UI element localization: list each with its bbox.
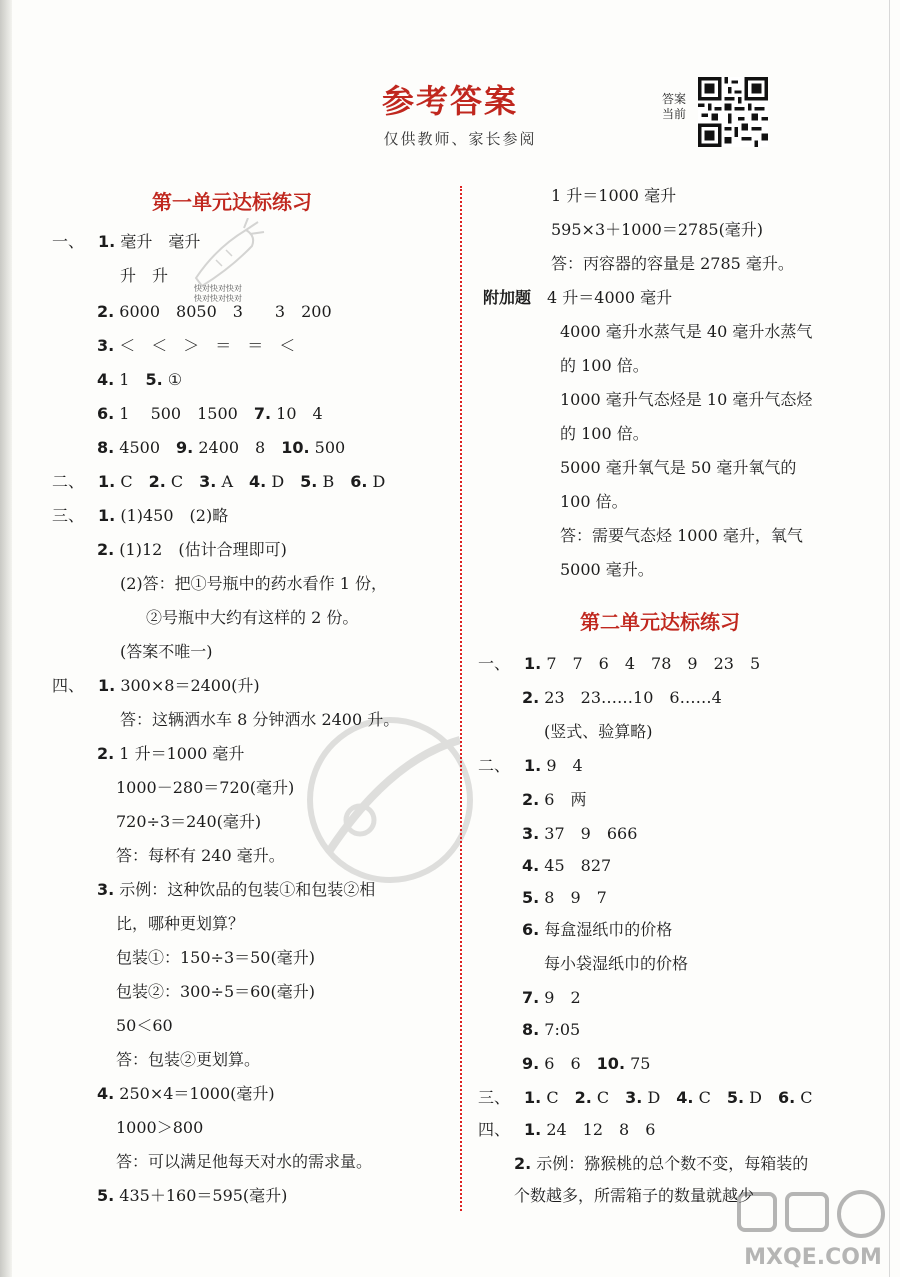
page-edge bbox=[889, 0, 890, 1277]
answer-line: (答案不唯一) bbox=[120, 642, 213, 661]
answer-line: 4. 45 827 bbox=[522, 856, 612, 875]
answer-line: (2)答：把①号瓶中的药水看作 1 份， bbox=[120, 574, 388, 593]
answer-line: 升 升 bbox=[120, 266, 169, 285]
answer-line: 8. 7:05 bbox=[522, 1020, 581, 1039]
answer-line: 二、 1. 9 4 bbox=[478, 756, 583, 775]
answer-line: 包装①：150÷3＝50(毫升) bbox=[116, 948, 315, 967]
answer-line: 四、 1. 300×8＝2400(升) bbox=[52, 676, 260, 695]
answer-line: 2. 23 23……10 6……4 bbox=[522, 688, 722, 707]
answer-line: 4. 1 5. ① bbox=[97, 370, 183, 389]
answer-line: 答：每杯有 240 毫升。 bbox=[116, 846, 285, 865]
answer-line: 一、 1. 毫升 毫升 bbox=[52, 232, 201, 251]
answer-line: 5000 毫升。 bbox=[560, 560, 654, 579]
answer-line: 5. 435＋160＝595(毫升) bbox=[97, 1186, 288, 1205]
answer-line: 1000＞800 bbox=[116, 1118, 204, 1137]
answer-line: ②号瓶中大约有这样的 2 份。 bbox=[146, 608, 359, 627]
answer-line: 每小袋湿纸巾的价格 bbox=[544, 954, 689, 973]
answer-line: 三、 1. C 2. C 3. D 4. C 5. D 6. C bbox=[478, 1088, 813, 1107]
answer-line: 1000－280＝720(毫升) bbox=[116, 778, 295, 797]
answer-line: 2. (1)12 (估计合理即可) bbox=[97, 540, 287, 559]
answer-line: 720÷3＝240(毫升) bbox=[116, 812, 262, 831]
answer-line: 比，哪种更划算？ bbox=[116, 914, 245, 933]
answer-line: 2. 6000 8050 3 3 200 bbox=[97, 302, 332, 321]
answer-line: 三、 1. (1)450 (2)略 bbox=[52, 506, 229, 525]
answer-line: 附加题 4 升＝4000 毫升 bbox=[483, 288, 673, 307]
qr-label bbox=[662, 92, 686, 122]
answer-line: 5. 8 9 7 bbox=[522, 888, 607, 907]
qr-code-icon[interactable] bbox=[698, 77, 768, 147]
answer-line: 3. 示例：这种饮品的包装①和包装②相 bbox=[97, 880, 376, 899]
answer-line: 答：这辆洒水车 8 分钟洒水 2400 升。 bbox=[120, 710, 400, 729]
answer-line: 2. 6 两 bbox=[522, 790, 587, 809]
answer-line: 的 100 倍。 bbox=[560, 356, 649, 375]
answer-line: 3. ＜ ＜ ＞ ＝ ＝ ＜ bbox=[97, 336, 296, 355]
answer-line: 595×3＋1000＝2785(毫升) bbox=[551, 220, 764, 239]
watermark-text: MXQE.COM bbox=[744, 1245, 882, 1270]
answer-line: (竖式、验算略) bbox=[544, 722, 653, 741]
answer-line: 包装②：300÷5＝60(毫升) bbox=[116, 982, 315, 1001]
answer-line: 6. 每盒湿纸巾的价格 bbox=[522, 920, 673, 939]
qr-label-line-2: 当前 bbox=[662, 107, 687, 121]
answer-line: 4. 250×4＝1000(毫升) bbox=[97, 1084, 275, 1103]
answer-line: 答：需要气态烃 1000 毫升，氧气 bbox=[560, 526, 803, 545]
section-title-unit-1: 第一单元达标练习 bbox=[152, 190, 312, 214]
answer-line: 7. 9 2 bbox=[522, 988, 581, 1007]
page-binding-shadow bbox=[0, 0, 12, 1277]
site-watermark-icon bbox=[733, 1188, 893, 1270]
answer-line: 5000 毫升氧气是 50 毫升氧气的 bbox=[560, 458, 797, 477]
answer-line: 3. 37 9 666 bbox=[522, 824, 638, 843]
answer-line: 1 升＝1000 毫升 bbox=[551, 186, 677, 205]
answer-line: 6. 1 500 1500 7. 10 4 bbox=[97, 404, 323, 423]
column-divider bbox=[460, 186, 462, 1211]
answer-line: 4000 毫升水蒸气是 40 毫升水蒸气 bbox=[560, 322, 813, 341]
answer-line: 一、 1. 7 7 6 4 78 9 23 5 bbox=[478, 654, 761, 673]
answer-line: 答：丙容器的容量是 2785 毫升。 bbox=[551, 254, 794, 273]
stamp-text-line-2: 快对快对快对 bbox=[194, 294, 242, 303]
answer-line: 2. 1 升＝1000 毫升 bbox=[97, 744, 245, 763]
page-title: 参考答案 bbox=[381, 82, 518, 120]
answer-line: 的 100 倍。 bbox=[560, 424, 649, 443]
answer-line: 答：可以满足他每天对水的需求量。 bbox=[116, 1152, 373, 1171]
answer-line: 1000 毫升气态烃是 10 毫升气态烃 bbox=[560, 390, 813, 409]
section-title-unit-2: 第二单元达标练习 bbox=[580, 610, 740, 634]
answer-line: 四、 1. 24 12 8 6 bbox=[478, 1120, 656, 1139]
answer-line: 二、 1. C 2. C 3. A 4. D 5. B 6. D bbox=[52, 472, 386, 491]
stamp-text-line-1: 快对快对快对 bbox=[194, 284, 242, 293]
answer-line: 9. 6 6 10. 75 bbox=[522, 1054, 651, 1073]
answer-line: 2. 示例：猕猴桃的总个数不变，每箱装的 bbox=[514, 1154, 809, 1173]
page-subtitle: 仅供教师、家长参阅 bbox=[383, 130, 537, 148]
answer-line: 100 倍。 bbox=[560, 492, 628, 511]
qr-label-line-1: 答案 bbox=[662, 92, 687, 106]
answer-line: 答：包装②更划算。 bbox=[116, 1050, 261, 1069]
answer-line: 个数越多，所需箱子的数量就越少 bbox=[514, 1186, 755, 1205]
answer-line: 8. 4500 9. 2400 8 10. 500 bbox=[97, 438, 346, 457]
answer-line: 50＜60 bbox=[116, 1016, 173, 1035]
stamp-small-text bbox=[194, 284, 242, 304]
